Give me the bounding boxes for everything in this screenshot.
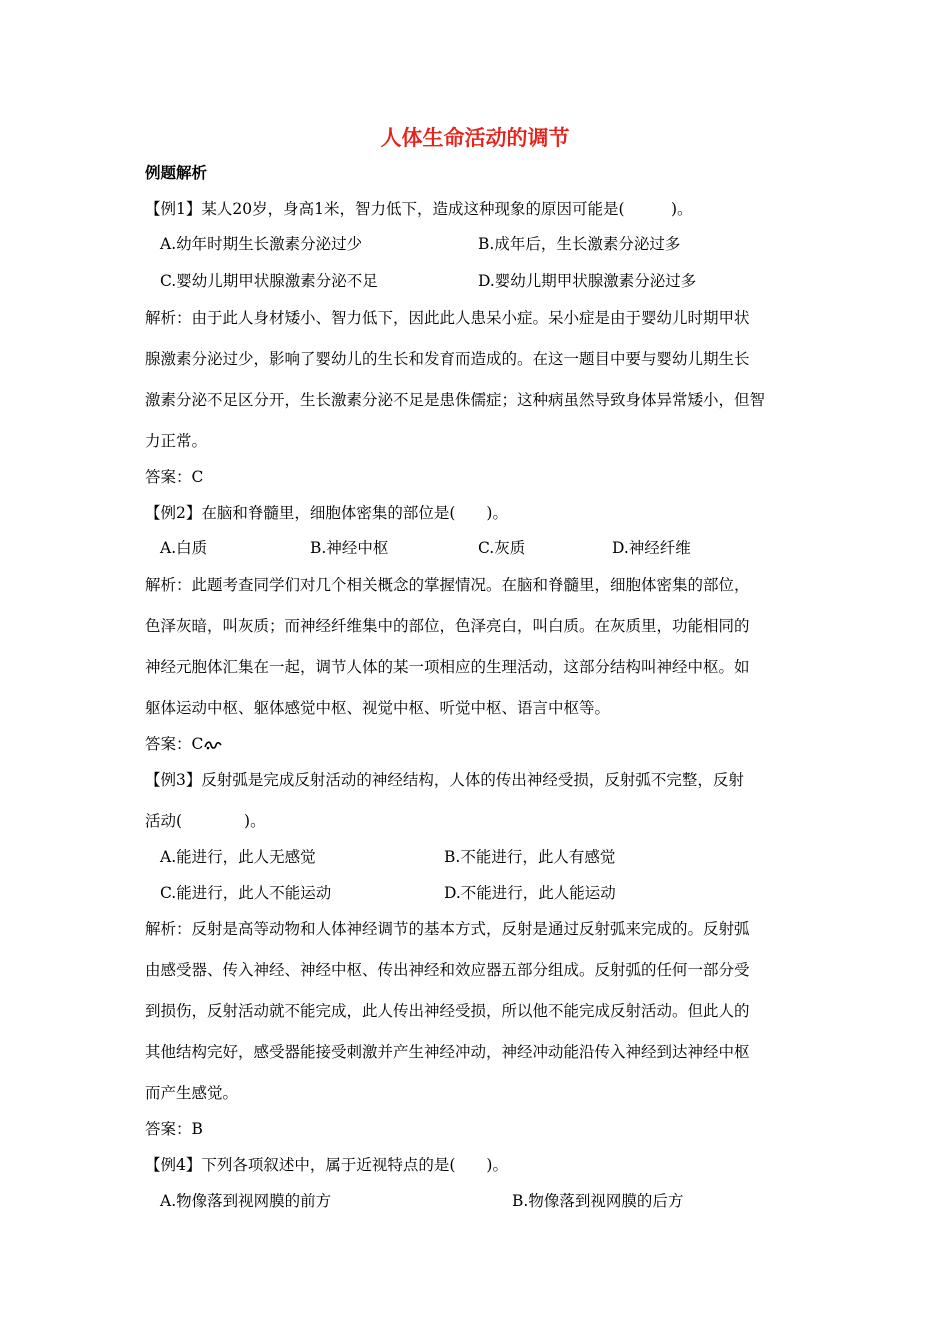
q1-option-d: D.婴幼儿期甲状腺激素分泌过多 (478, 272, 697, 290)
q3-option-c: C.能进行，此人不能运动 (160, 884, 332, 902)
q3-answer: 答案：B (145, 1120, 203, 1138)
ink-squiggle-icon (204, 739, 222, 751)
q3-analysis-line: 其他结构完好，感受器能接受刺激并产生神经冲动，神经冲动能沿传入神经到达神经中枢 (145, 1043, 750, 1061)
section-heading: 例题解析 (145, 164, 208, 182)
question-4-stem: 【例4】下列各项叙述中，属于近视特点的是( )。 (145, 1156, 508, 1174)
q1-option-c: C.婴幼儿期甲状腺激素分泌不足 (160, 272, 378, 290)
q4-option-a: A.物像落到视网膜的前方 (160, 1192, 332, 1210)
q2-analysis-line: 神经元胞体汇集在一起，调节人体的某一项相应的生理活动，这部分结构叫神经中枢。如 (145, 658, 750, 676)
q2-answer-text: 答案：C (145, 735, 204, 753)
question-2-stem: 【例2】在脑和脊髓里，细胞体密集的部位是( )。 (145, 504, 508, 522)
q1-option-b: B.成年后，生长激素分泌过多 (478, 235, 681, 253)
q2-option-b: B.神经中枢 (310, 539, 389, 557)
q3-analysis-line: 而产生感觉。 (145, 1084, 239, 1102)
q3-option-b: B.不能进行，此人有感觉 (444, 848, 616, 866)
q3-analysis-line: 解析：反射是高等动物和人体神经调节的基本方式，反射是通过反射弧来完成的。反射弧 (145, 920, 750, 938)
q2-analysis-line: 躯体运动中枢、躯体感觉中枢、视觉中枢、听觉中枢、语言中枢等。 (145, 699, 611, 717)
q1-option-a: A.幼年时期生长激素分泌过少 (160, 235, 363, 253)
q2-answer (145, 733, 222, 755)
q1-analysis-line: 力正常。 (145, 432, 208, 450)
q2-analysis-line: 解析：此题考查同学们对几个相关概念的掌握情况。在脑和脊髓里，细胞体密集的部位， (145, 576, 750, 594)
q3-analysis-line: 由感受器、传入神经、神经中枢、传出神经和效应器五部分组成。反射弧的任何一部分受 (145, 961, 750, 979)
q4-option-b: B.物像落到视网膜的后方 (512, 1192, 684, 1210)
q3-option-d: D.不能进行，此人能运动 (444, 884, 616, 902)
q1-analysis-line: 解析：由于此人身材矮小、智力低下，因此此人患呆小症。呆小症是由于婴幼儿时期甲状 (145, 309, 750, 327)
q3-analysis-line: 到损伤，反射活动就不能完成，此人传出神经受损，所以他不能完成反射活动。但此人的 (145, 1002, 750, 1020)
q1-analysis-line: 腺激素分泌过少，影响了婴幼儿的生长和发育而造成的。在这一题目中要与婴幼儿期生长 (145, 350, 750, 368)
page-title: 人体生命活动的调节 (380, 126, 570, 150)
q2-option-d: D.神经纤维 (612, 539, 691, 557)
q2-option-c: C.灰质 (478, 539, 526, 557)
question-3-stem-line-1: 【例3】反射弧是完成反射活动的神经结构，人体的传出神经受损，反射弧不完整，反射 (145, 771, 744, 789)
question-3-stem-line-2: 活动( )。 (145, 812, 266, 830)
q1-answer: 答案：C (145, 468, 204, 486)
q1-analysis-line: 激素分泌不足区分开，生长激素分泌不足是患侏儒症；这种病虽然导致身体异常矮小，但智 (145, 391, 766, 409)
q2-analysis-line: 色泽灰暗，叫灰质；而神经纤维集中的部位，色泽亮白，叫白质。在灰质里，功能相同的 (145, 617, 750, 635)
q2-option-a: A.白质 (160, 539, 208, 557)
q3-option-a: A.能进行，此人无感觉 (160, 848, 316, 866)
question-1-stem: 【例1】某人20岁，身高1米，智力低下，造成这种现象的原因可能是( )。 (145, 200, 693, 218)
